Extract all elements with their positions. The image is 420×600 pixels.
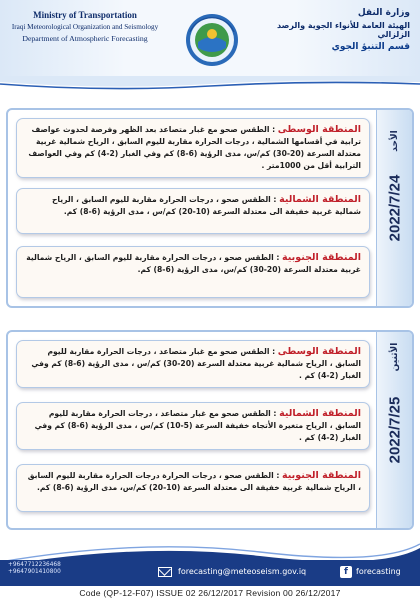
region-card-central [16, 340, 370, 388]
facebook-link[interactable]: forecasting [356, 567, 401, 576]
phone-numbers [8, 562, 61, 576]
english-dept: Department of Atmospheric Forecasting [22, 34, 148, 43]
region-title: المنطقة الوسطى [277, 346, 361, 357]
forecast-date: 2022/7/24 [386, 174, 403, 242]
region-title: المنطقة الجنوبية [282, 470, 361, 481]
day-side-tab [376, 110, 412, 306]
region-forecast-text: : الطقس صحو مع غبار متصاعد بعد الظهر وفرصة لحدوث عواصف ترابية في أقسامها الشمالية ، درجات الحرارة مقاربة لليوم السابق ، الرياح شمالية غربية معتدلة السرعة (20-30) كم/س، مدى الرؤية (6-8) كم وفي الغبار (2-4) كم وفي العواصف الترابية أقل من 1000متر . [28, 125, 361, 170]
region-card-south [16, 246, 370, 298]
region-card-south [16, 464, 370, 512]
region-card-north [16, 188, 370, 234]
arabic-org-name: الهيئة العامة للأنواء الجوية والرصد الزلزالي [277, 21, 410, 39]
footer-bar [0, 560, 420, 586]
day-name: الأحد [389, 130, 400, 152]
forecast-day-2 [6, 330, 414, 530]
phone-number[interactable]: +9647712236468 [8, 562, 61, 568]
arabic-ministry: وزارة النقل [357, 8, 410, 18]
document-code: Code (QP-12-F07) ISSUE 02 26/12/2017 Revision 00 26/12/2017 [79, 588, 341, 598]
region-title: المنطقة الوسطى [277, 124, 361, 135]
region-card-central [16, 118, 370, 178]
email-link[interactable]: forecasting@meteoseism.gov.iq [178, 567, 307, 576]
arabic-dept: قسم التنبؤ الجوي [331, 42, 410, 52]
phone-number[interactable]: +9647901410800 [8, 569, 61, 575]
organization-logo-icon [184, 12, 240, 68]
region-title: المنطقة الشمالية [279, 194, 361, 205]
arabic-org-block [260, 8, 410, 52]
email-icon [158, 567, 172, 577]
region-forecast-text: : الطقس صحو ، درجات الحرارة مقاربة لليوم السابق ، الرياح شمالية غربية معتدلة السرعة (20-30) كم/س، مدى الرؤية (6-8) كم. [26, 253, 361, 274]
region-forecast-text: : الطقس صحو ، درجات الحرارة مقاربة لليوم السابق ، الرياح شمالية غربية خفيفة الى معتدلة السرعة (10-20) كم/س ، مدى الرؤية (6-8) كم. [51, 195, 361, 216]
region-forecast-text: : الطقس صحو ، درجات الحرارة درجات الحرارة مقاربة لليوم السابق ، الرياح شمالية غربية خفيفة الى معتدلة السرعة (10-20) كم/س، مدى الرؤية (6-8) كم. [27, 471, 361, 492]
forecast-date: 2022/7/25 [386, 396, 403, 464]
region-card-north [16, 402, 370, 450]
region-forecast-text: : الطقس صحو مع غبار متصاعد ، درجات الحرارة مقاربة لليوم السابق ، الرياح متغيرة الأتجاه خفيفة السرعة (5-10) كم/س ، مدى الرؤية (6-8) كم وفي الغبار (2-4) كم . [34, 409, 361, 442]
page-header [0, 0, 420, 92]
forecast-day-1 [6, 108, 414, 308]
day-side-tab [376, 332, 412, 528]
header-wave-divider [0, 76, 420, 92]
region-title: المنطقة الشمالية [279, 408, 361, 419]
region-forecast-text: : الطقس صحو مع غبار متصاعد ، درجات الحرارة مقاربة لليوم السابق ، الرياح شمالية غربية معتدلة السرعة (20-30) كم/س ، مدى الرؤية (6-8) كم وفي الغبار (2-4) كم . [31, 347, 361, 380]
facebook-icon: f [340, 566, 352, 578]
region-title: المنطقة الجنوبية [282, 252, 361, 263]
english-org-name: Iraqi Meteorological Organization and Seismology [11, 23, 159, 31]
english-org-block [10, 10, 160, 43]
english-ministry: Ministry of Transportation [33, 10, 137, 20]
day-name: الأثنين [389, 342, 400, 372]
